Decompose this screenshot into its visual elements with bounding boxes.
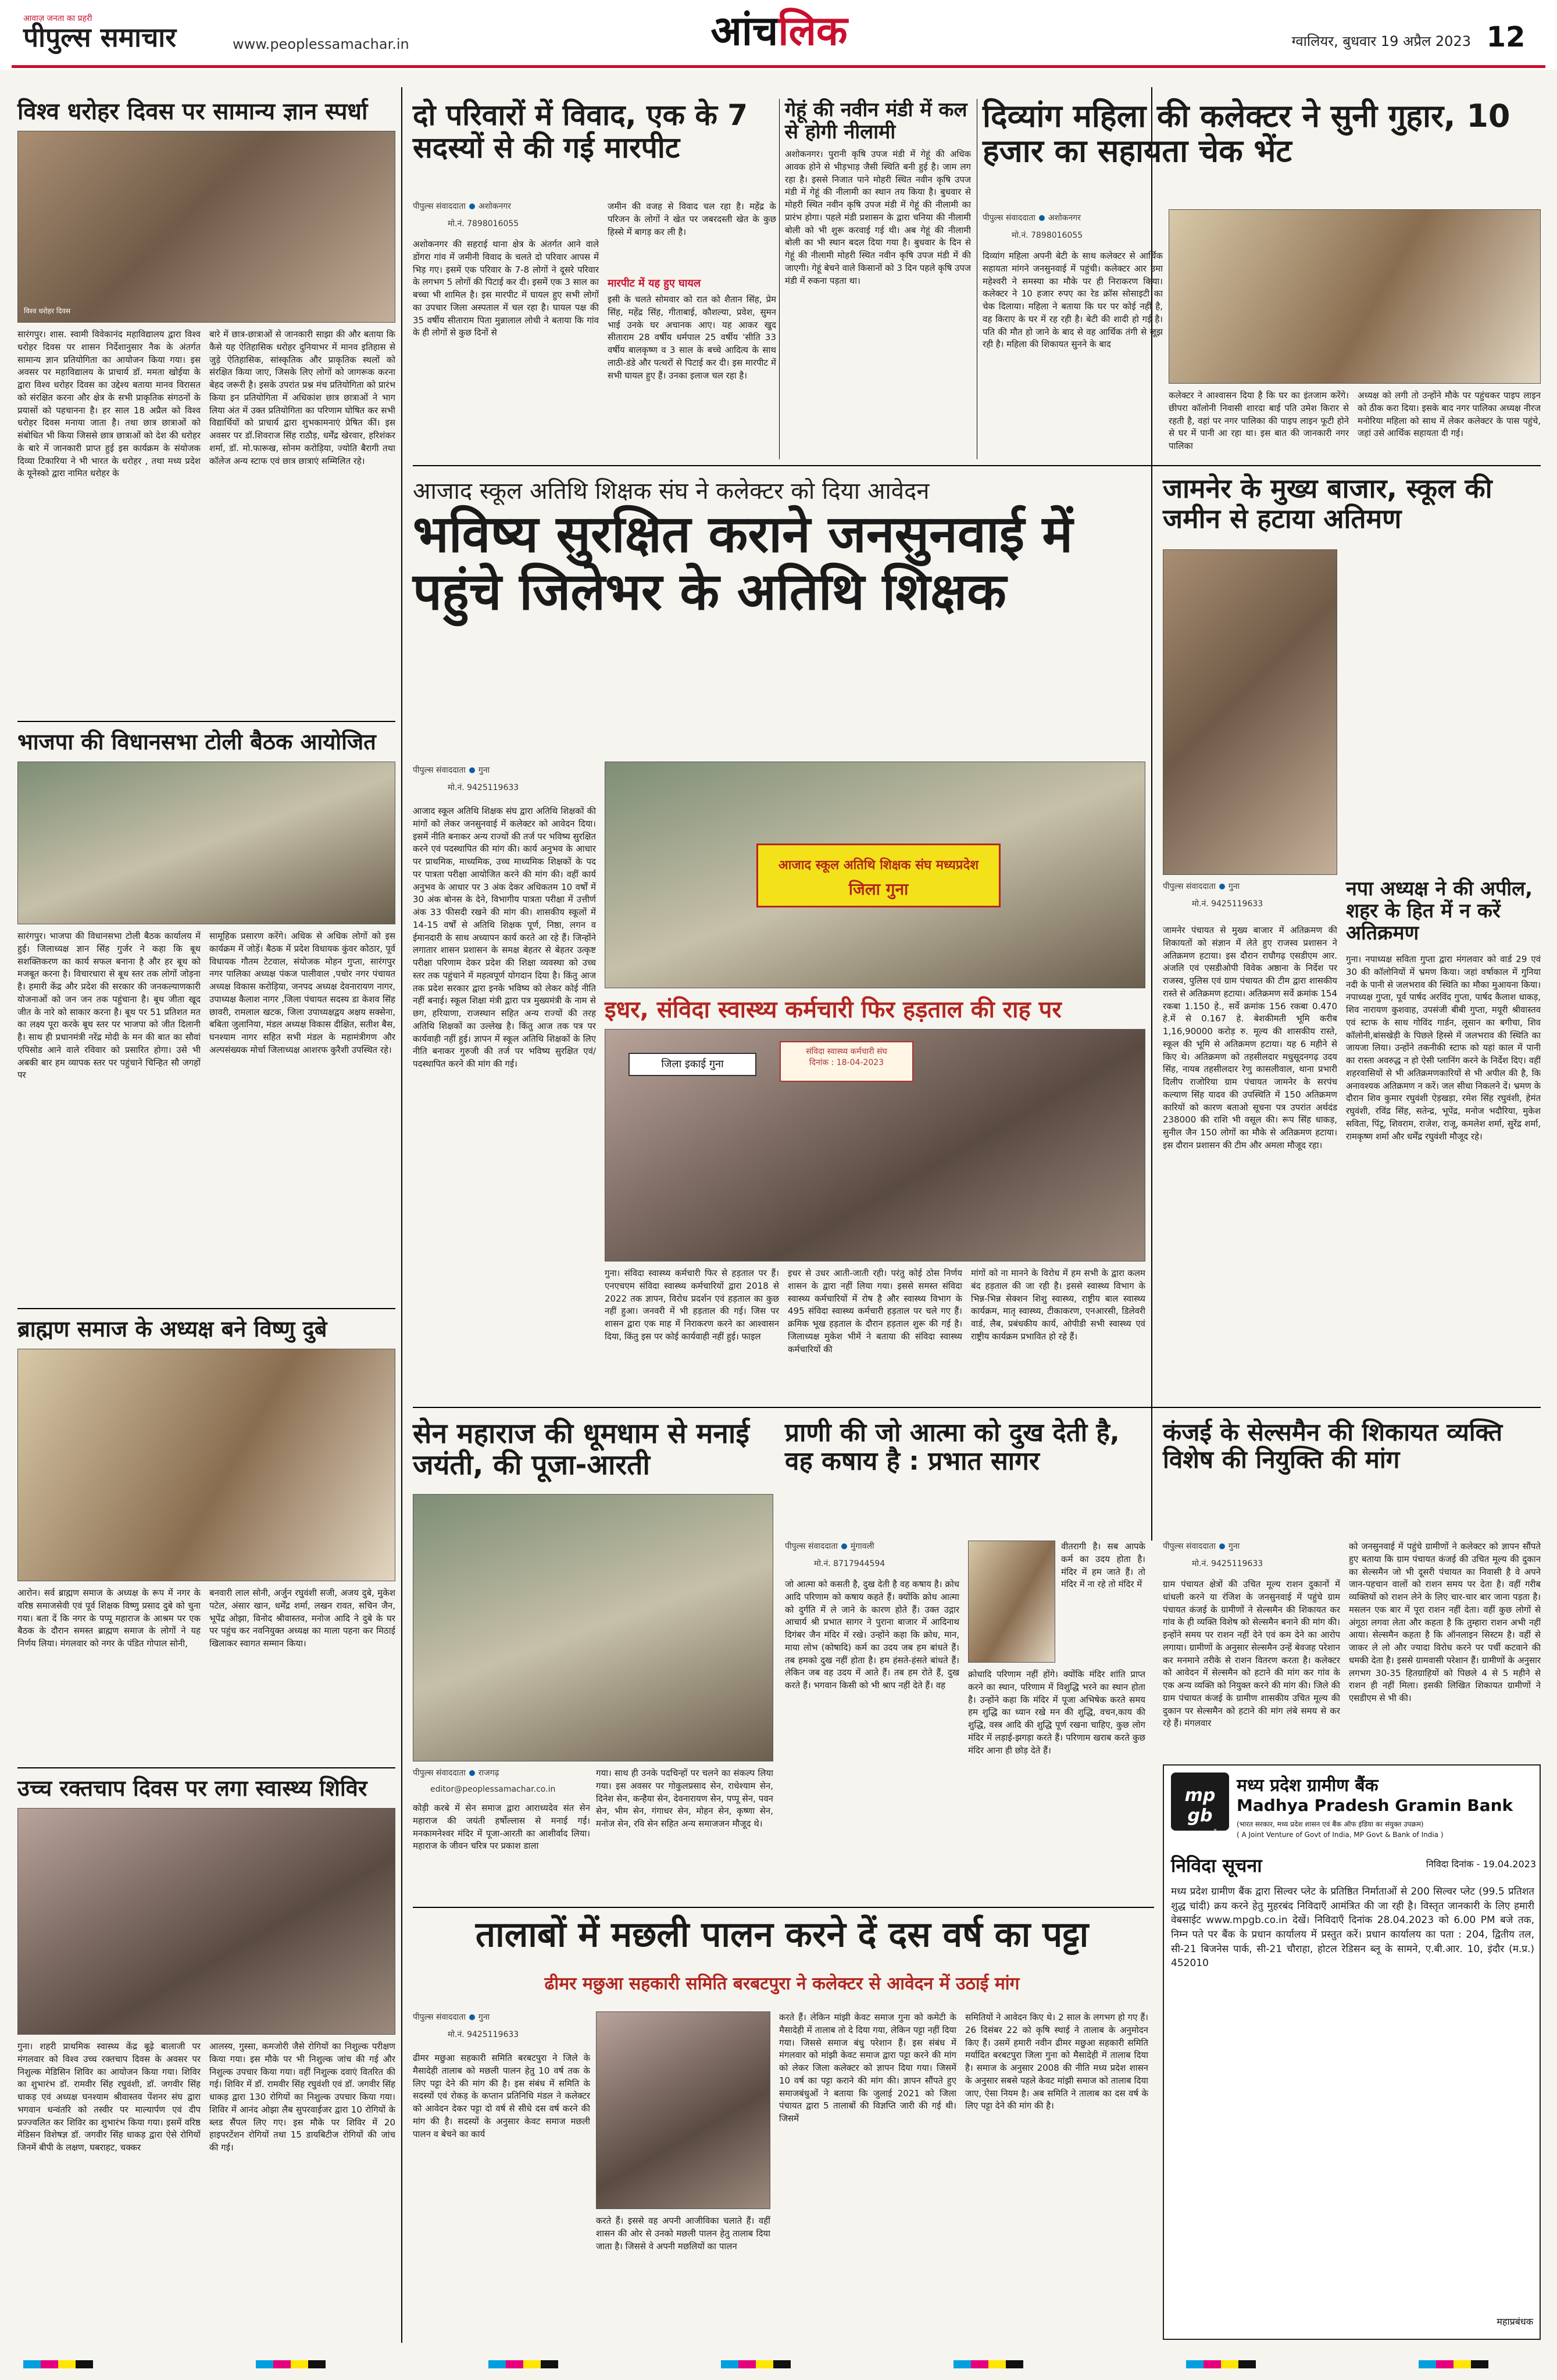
headline-kanjai-salesman: कंजई के सेल्समैन की शिकायत व्यक्ति विशेष की नियुक्ति की मांग [1163, 1418, 1503, 1474]
byline-reporter: पीपुल्स संवाददाता [785, 1542, 838, 1551]
notice-date: निविदा दिनांक - 19.04.2023 [1426, 1859, 1536, 1870]
byline [1163, 1541, 1337, 1552]
location-dot-icon [1039, 215, 1045, 221]
article-prabhat-col2: क्रोधादि परिणाम नहीं होंगे। क्योंकि मंदिर शांति प्राप्त करने का स्थान, परिणाम में विशुद्धि भरने का स्थान होता है। उन्होंने कहा कि मंदिर में पूजा अभिषेक करते समय हम शुद्धि का ध्यान रखे मन की शुद्धि, वचन,काय की शुद्धि, वस्त्र आदि की शुद्धि पूर्ण रखना चाहिए, कुछ लोग मंदिर में लड़ाई-झगड़ा करते हैं। परिणाम खराब करते कुछ मंदिर आना ही छोड़ देते हैं। [968, 1669, 1145, 1756]
kicker-guest-teachers: आजाद स्कूल अतिथि शिक्षक संघ ने कलेक्टर को दिया आवेदन [413, 478, 930, 505]
article-fish-col3: करते हैं। लेकिन मांझी केवट समाज गुना को कमेटी के मैसादेही में तालाब तो दे दिया गया, लेकिन पट्टा नहीं दिया गया। जिससे समाज बंधु परेशान हैं। इस संबंध में मंगलवार को मांझी केवट समाज द्वारा पट्टा करने की मांग को लेकर जिला कलेक्टर को ज्ञापन दिया गया। जिसमें 10 वर्ष का पट्टा कराने की मांग की। ज्ञापन सौंपते हुए समाजबंधुओं ने बताया कि जुलाई 2021 को जिला पंचायत द्वारा 5 तालाबों की विज्ञप्ति जारी की गई थी। जिसमें [779, 2012, 956, 2124]
article-wheat: अशोकनगर। पुरानी कृषि उपज मंडी में गेहूं की अधिक आवक होने से भीड़भाड़ जैसी स्थिति बनी हुई है। जाम लग रहा है। इससे निजात पाने मोहरी स्थित नवीन कृषि उपज मंडी में गेहूं की नीलामी का स्थान तय किया है। बुधवार से मोहरी स्थित नवीन कृषि उपज मंडी में गेहूं की नीलामी का प्रारंभ होगा। पहले मंडी प्रशासन के द्वारा चनिया की नीलामी बोली को भी शुरू करवाई गई थी। अब गेहूं की नीलामी बोली का भी स्थान बदल दिया गया है। बुधवार के दिन से गेहूं की नीलामी मोहरी स्थित नवीन कृषि उपज मंडी में की जाएगी। गेहूं बेचने वाले किसानों को 3 दिन पहले कृषि उपज मंडी में रुकना पड़ता था। [785, 149, 971, 286]
strike-sign [780, 1041, 913, 1082]
photo-encroachment [1163, 549, 1337, 875]
section-title-right: लिक [778, 7, 848, 55]
photo-guest-teachers [605, 762, 1145, 988]
article-heritage-col2: बारे में छात्र-छात्राओं से जानकारी साझा की और बताया कि कैसे यह ऐतिहासिक धरोहर दुनियाभर में मानव इतिहास से जुड़े ऐतिहासिक, सांस्कृतिक और प्राकृतिक स्थलों को संरक्षित किया जाए, जिसके लिए लोगों को जागरूक करना बेहद जरूरी है। इसके उपरांत प्रश्न मंच प्रतियोगिता को प्रारंभ किया इन प्रतियोगिता में अधिकांश छात्र छात्राओं ने भाग लिया अंत में उक्त प्रतियोगिता का परिणाम घोषित कर सभी विद्यार्थियों को प्राचार्य द्वारा शुभकामनाएं प्रेषित कीं। इस अवसर पर डॉ.शिवराज सिंह राठौड़, धर्मेंद्र खेरवार, हरिशंकर शर्मा, डॉ. मो.फारूख, सोनम करोड़िया, ज्योति बैरागी तथा कॉलेज अन्य स्टाफ एवं छात्र छात्राएं सम्मिलित रहे। [209, 329, 395, 466]
notice-body: मध्य प्रदेश ग्रामीण बैंक द्वारा सिल्वर प्लेट के प्रतिष्ठित निर्माताओं से 200 सिल्वर प्लेट (99.5 प्रतिशत शुद्ध चांदी) क्रय करने हेतु मुहरबंद निविदाएँ आमंत्रित की जा रही है। विस्तृत जानकारी के लिए हमारी वेबसाईट www.mpgb.co.in देखें। निविदाएँ दिनांक 28.04.2023 को 6.00 PM बजे तक, निम्न पते पर बैंक के प्रधान कार्यालय में प्रस्तुत करें। प्रधान कार्यालय का पता : 204, द्वितीय तल, सी-21 बिजनेस पार्क, सी-21 चौराहा, होटल रेडिसन ब्लू के सामने, ए.बी.आर. 10, इंदौर (म.प्र.) 452010 [1171, 1886, 1534, 1970]
byline-place: गुना [1228, 1542, 1240, 1551]
strike-sign-text: संविदा स्वास्थ्य कर्मचारी संघ [806, 1047, 887, 1056]
article-health-col1: गुना। शहरी प्राथमिक स्वास्थ्य केंद्र बूढ़े बालाजी पर मंगलवार को विश्व उच्च रक्तचाप दिवस के अवसर पर निशुल्क मेडिसिन शिविर का आयोजन किया गया। शिविर का शुभारंभ डॉ. रामवीर सिंह रघुवंशी, डॉ. जगवीर सिंह धाकड़ एवं अध्यक्ष घनश्याम श्रीवास्तव पेंशनर संघ द्वारा भगवान धन्वंतरि को तस्वीर पर माल्यार्पण एवं दीप प्रज्ज्वलित कर शिविर का शुभारंभ किया गया। इसमें वरिष्ठ मेडिसन विशेषज्ञ डॉ. जगवीर सिंह धाकड़ द्वारा ऐसे रोगियों जिनमें बीपी के लक्षण, घबराहट, चक्कर [17, 2041, 201, 2153]
section-rule [413, 1907, 1154, 1908]
photo-health-camp [17, 1808, 395, 2035]
column-rule [779, 99, 780, 459]
section-rule [17, 721, 395, 722]
photo-prabhat-sagar [968, 1541, 1055, 1663]
page-number: 12 [1486, 21, 1526, 53]
headline-guest-teachers: भविष्य सुरक्षित कराने जनसुनवाई में पहुंचे जिलेभर के अतिथि शिक्षक [413, 504, 1073, 621]
dateline: ग्वालियर, बुधवार 19 अप्रैल 2023 [1291, 33, 1471, 49]
bank-name-english: Madhya Pradesh Gramin Bank [1237, 1796, 1513, 1815]
article-brahmin-col2: बनवारी लाल सोनी, अर्जुन रघुवंशी सजी, अजय दुबे, मुकेश पटेल, अंसार खान, धर्मेंद्र शर्मा, लखन रावत, सचिन जैन, भूपेंद्र ओझा, विनोद श्रीवास्तव, मनोज आदि ने दुबे के घर पर पहुंच कर नवनियुक्त अध्यक्ष का माला पहना कर मिठाई खिलाकर स्वागत सम्मान किया। [209, 1588, 395, 1649]
article-prabhat-col1: जो आत्मा को कसती है, दुख देती है वह कषाय है। क्रोध आदि परिणाम को कषाय कहते हैं। क्योंकि क्रोध आत्मा को दुर्गति में ले जाने के कारण होते हैं। उक्त उद्गार आचार्य श्री प्रभात सागर ने पुराना बाजार में आदिनाथ दिगंबर जैन मंदिर में रखे। उन्होंने कहा कि क्रोध, मान, माया लोभ (कोषादि) कर्म का उदय जब हम बांधते हैं। तब हमको दुख नहीं होता है। हम हंसते-हंसते बांधते हैं। लेकिन जब वह उदय में आते हैं। तब हम रोते हैं, दुख करते हैं। भगवान किसी को भी श्राप नहीं देते हैं। वह [785, 1579, 959, 1691]
article-prabhat-col2top: वीतरागी है। सब आपके कर्म का उदय होता है। मंदिर में हम जाते हैं। तो मंदिर में ना रहे तो मंदिर में [1061, 1541, 1145, 1590]
reporter-mobile: मो.नं. 9425119633 [1192, 1559, 1263, 1568]
location-dot-icon [469, 203, 475, 209]
headline-npa-appeal: नपा अध्यक्ष ने की अपील, शहर के हित में न करें अतिक्रमण [1346, 877, 1533, 945]
article-dispute-col1: अशोकनगर की सहराई थाना क्षेत्र के अंतर्गत आने वाले डोंगरा गांव में जमीनी विवाद के चलते दो परिवार आपस में भिड़ गए। इसमें एक परिवार के 7-8 लोगों ने दूसरे परिवार के लगभग 5 लोगों की पिटाई कर दी। इसमें एक 3 साल का बच्चा भी शामिल है। इस मारपीट में घायल हुए सभी लोगों का उपचार जिला अस्पताल में चल रहा है। घायल पक्ष की 35 वर्षीय सीताराम पिता मुन्नालाल लोधी ने बताया कि गांव के ही लोगों से कुछ दिनों से [413, 239, 599, 338]
byline [413, 764, 599, 776]
photo-bjp-meeting [17, 762, 395, 924]
article-npa-appeal: गुना। नपाध्यक्ष सविता गुप्ता द्वारा मंगलवार को वार्ड 29 एवं 30 की कॉलोनियों में भ्रमण किया। जहां वर्षाकाल में गुनिया नदी के पानी से जलभराव की स्थिति का मौका मुआयना किया। नपाध्यक्ष गुप्ता, पूर्व पार्षद अरविंद गुप्ता, पार्षद कैलाश धाकड़, शिव नारायण कुशवाह, उपसंजी बीबी गुप्ता, मयूरी श्रीवास्तव एवं स्टाफ के साथ गोविंद गार्डन, लूसान का बगीचा, शिव कॉलोनी,बांसखेड़ी के पिछले हिस्से में जलभराव की स्थिति का जायजा लिया। उन्होंने तकनीकी स्टाफ को यहां काल में पानी का रास्ता अवरुद्ध न हो ऐसी प्लानिंग करने के निर्देश दिए। वहीं शहरवासियों से भी अतिक्रमणकारियों से भी अपील की है, कि अनावश्यक अतिक्रमण न करें। जल सीधा निकलने दें। भ्रमण के दौरान शिव कुमार रघुवंशी ऐड़खड़ा, रमेश सिंह रघुवंशी, हेमंत रघुवंशी, रविंद्र सिंह, सतेन्द्र, भूपेंद्र, मनोज भदौरिया, मुकेश सविता, पिंटू, शिवराम, राजेश, राजू, कमलेश शर्मा, सुरेंद्र शर्मा, रामकृष्ण शर्मा और धर्मेंद्र रघुवंशी मौजूद रहे। [1346, 954, 1541, 1142]
byline [413, 2011, 599, 2022]
strike-sign-date: दिनांक : 18-04-2023 [809, 1058, 884, 1067]
headline-divyang-woman: दिव्यांग महिला की कलेक्टर ने सुनी गुहार, 10 हजार का सहायता चेक भेंट [983, 98, 1510, 170]
masthead-rule [12, 65, 1545, 68]
byline [785, 1541, 971, 1552]
photo-fish-farmers [596, 2011, 770, 2209]
byline [983, 212, 1163, 223]
article-sen-col1: कोड़ी करबे में सेन समाज द्वारा आराध्यदेव संत सेन महाराज की जयंती हर्षोल्लास से मनाई गई। मनकामनेश्वर मंदिर में पूजा-आरती का आशीर्वाद लिया। महाराज के जीवन चरित्र पर प्रकाश डाला [413, 1803, 590, 1852]
byline-reporter: पीपुल्स संवाददाता [1163, 882, 1216, 891]
photo-sen-jayanti [413, 1494, 773, 1761]
article-fish-col1: ढीमर मछुआ सहकारी समिति बरबटपुरा ने जिले के मैसादेही तालाब को मछली पालन हेतु 10 वर्ष तक के लिए पट्टा देने की मांग की है। इस संबंध में समिति के सदस्यों एवं रोकड़ के कप्तान प्रतिनिधि मंडल ने कलेक्टर को आवेदन देकर पट्टा दो वर्ष से सीधे दस वर्ष करने की मांग की है। सदस्यों के अनुसार केवट समाज मछली पालन व बेचने का कार्य [413, 2053, 590, 2139]
article-fish-col2: करते हैं। इससे वह अपनी आजीविका चलाते हैं। वहीं शासन की ओर से उनको मछली पालन हेतु तालाब दिया जाता है। जिससे वे अपनी मछलियों का पालन [596, 2215, 770, 2252]
byline [1163, 881, 1337, 892]
reporter-mobile: मो.नं. 7898016055 [448, 219, 519, 228]
article-dispute-col2: जमीन की वजह से विवाद चल रहा है। महेंद्र के परिजन के लोगों ने खेत पर जबरदस्ती खेत के कुछ हिस्से में बागड़ कर ली है। [608, 201, 776, 237]
location-dot-icon [1219, 1543, 1225, 1549]
byline-reporter: पीपुल्स संवाददाता [983, 213, 1035, 223]
subheadline-fish-farming: ढीमर मछुआ सहकारी समिति बरबटपुरा ने कलेक्टर से आवेदन में उठाई मांग [544, 1974, 1020, 1994]
byline-place: गुना [478, 2013, 490, 2022]
byline-reporter: पीपुल्स संवाददाता [1163, 1542, 1216, 1551]
headline-prabhat-sagar: प्राणी की जो आत्मा को दुख देती है, वह कषाय है : प्रभात सागर [785, 1418, 1120, 1477]
byline-place: मुंगावली [850, 1542, 874, 1551]
mpgb-logo [1171, 1773, 1229, 1836]
headline-brahmin-samaj: ब्राह्मण समाज के अध्यक्ष बने विष्णु दुबे [17, 1316, 327, 1342]
subhead-injured: मारपीट में यह हुए घायल [608, 277, 701, 290]
bank-name-hindi: मध्य प्रदेश ग्रामीण बैंक [1237, 1775, 1379, 1796]
article-fish-col4: समितियों ने आवेदन किए थे। 2 साल के लगभग हो गए हैं। 26 दिसंबर 22 को कृषि स्थाई ने तालाब के अनुमोदन किए हैं। उसमें हमारी नवीन ढीमर मछुआ सहकारी समिति मर्यादित बरबटपुरा जिला गुना को मैसादेही में तालाब दिया है। समाज के अनुसार 2008 की नीति मध्य प्रदेश शासन के अनुसार सबसे पहले केवट मांझी समाज को तालाब दिया जाए, ऐसा नियम है। अब समिति ने तालाब का दस वर्ष के लिए पट्टा देने की मांग की है। [965, 2012, 1148, 2111]
banner-line2: जिला गुना [848, 880, 909, 899]
photo-collector-cheque [1169, 209, 1541, 384]
section-rule [17, 1308, 395, 1309]
byline-reporter: पीपुल्स संवाददाता [413, 2013, 466, 2022]
column-rule [401, 87, 402, 2343]
brand-tagline: आवाज़ जनता का प्रहरी [23, 14, 92, 23]
article-brahmin-col1: आरोन। सर्व ब्राह्मण समाज के अध्यक्ष के रूप में नगर के वरिष्ठ समाजसेवी एवं पूर्व शिक्षक विष्णु प्रसाद दुबे को चुना गया। बता दें कि नगर के पप्पू महाराज के आश्रम पर एक बैठक के दौरान समस्त ब्राह्मण समाज के लोगों ने यह निर्णय लिया। मंगलवार को नगर के पंडित गोपाल सोनी, [17, 1588, 201, 1649]
article-strike-col2: इधर से उधर आती-जाती रही। परंतु कोई ठोस निर्णय शासन के द्वारा नहीं लिया गया। इससे समस्त संविदा स्वास्थ्य कर्मचारियों में रोष है और स्वास्थ्य विभाग के 495 संविदा स्वास्थ्य कर्मचारी हड़ताल पर चले गए हैं। क्रमिक भूख हड़ताल के दौरान हड़ताल शुरू की गई है। जिलाध्यक्ष मुकेश भीमें ने बताया की संविदा स्वास्थ्य कर्मचारियों की [788, 1268, 962, 1355]
location-dot-icon [469, 767, 475, 773]
headline-world-heritage-quiz: विश्व धरोहर दिवस पर सामान्य ज्ञान स्पर्धा [17, 98, 368, 125]
article-jamner: जामनेर पंचायत से मुख्य बाजार में अतिक्रमण की शिकायतों को संज्ञान में लेते हुए राजस्व प्रशासन ने अतिक्रमण हटाया। इस दौरान राघौगढ़ एसडीएम आर. अंजलि एवं एसडीओपी विवेक अष्ठाना के निर्देश पर राजस्व, पुलिस एवं ग्राम पंचायत की टीम द्वारा शासकीय रास्ते से अतिक्रमण हटाया। अतिक्रमण सर्वे क्रमांक 154 रकबा 1.150 हे., सर्वे क्रमांक 156 रकबा 0.470 हे.में से 0.167 हे. बेशकीमती भूमि करीब 1,16,90000 करोड़ रु. मूल्य की शासकीय रास्ते, स्कूल की भूमि से अतिक्रमण हटाया। यह 6 महीने से किए थे। अतिक्रमण को तहसीलदार मधुसूदनगढ़ उदय सिंह, नायब तहसीलदार रेणु कासलीवाल, थाना प्रभारी दिलीप राजोरिया ग्राम पंचायत जामनेर के सरपंच कल्याण सिंह यादव की उपस्थिति में 150 अतिक्रमण कारियों को कारण बताओ सूचना पत्र उपरांत अर्थदंड 238000 की राशि भी वसूल की। रूप सिंह धाकड़, सुनील जैन 150 लोगों का मौके से अतिक्रमण हटाया। इस दौरान प्रशासन की टीम और अमला मौजूद रहा। [1163, 925, 1337, 1150]
print-registration-bar [23, 2360, 1534, 2368]
article-strike-col3: मांगों को ना मानने के विरोध में हम सभी के द्वारा कलम बंद हड़ताल की जा रही है। इससे स्वास्थ्य विभाग के भिन्न-भिन्न सेक्शन शिशु स्वास्थ्य, राष्ट्रीय बाल स्वास्थ्य कार्यक्रम, मातृ स्वास्थ्य, टीकाकरण, एनआरसी, डिलेवरी वार्ड, लैब, प्रबंधकीय कार्य, ओपीडी सभी स्वास्थ्य एवं राष्ट्रीय कार्यक्रम प्रभावित हो रहे हैं। [971, 1268, 1145, 1342]
byline-reporter: पीपुल्स संवाददाता [413, 1768, 466, 1778]
brand-name: पीपुल्स समाचार [23, 22, 177, 53]
brand-logo [23, 13, 215, 53]
masthead [0, 0, 1557, 70]
byline-place: राजगढ़ [478, 1768, 499, 1778]
headline-bjp-meeting: भाजपा की विधानसभा टोली बैठक आयोजित [17, 729, 376, 755]
headline-contract-health-strike: इधर, संविदा स्वास्थ्य कर्मचारी फिर हड़ताल की राह पर [605, 996, 1062, 1023]
byline [413, 201, 599, 212]
article-kanjai-col1: ग्राम पंचायत क्षेत्रों की उचित मूल्य राशन दुकानों में धांधली करने या रंजिश के जनसुनवाई में पहुंचे ग्राम पंचायत कंजई के ग्रामीणों ने सेल्समैन की शिकायत कर गांव के ही व्यक्ति विशेष को सेल्समैन बनाने की मांग की। इन्होंने समय पर राशन नहीं देने एवं कम देने का आरोप लगाया। ग्रामीणों के अनुसार सेल्समैन उन्हें बेवजह परेशान कर मनमाने तरीके से राशन वितरण करता है। कलेक्टर को आवेदन में सेल्समैन को हटाने की मांग कर गांव के एक अन्य व्यक्ति को नियुक्त करने की मांग की। जिले की ग्राम पंचायत कंजई के ग्रामीण शासकीय उचित मूल्य की दुकान पर सेल्समैन को हटाने की मांग लंबे समय से कर रहे हैं। मंगलवार [1163, 1579, 1340, 1729]
article-heritage-col1: सारंगपुर। शास. स्वामी विवेकानंद महाविद्यालय द्वारा विश्व धरोहर दिवस पर शासन निर्देशानुसार नैक के अंतर्गत सामान्य ज्ञान प्रतियोगिता का आयोजन किया गया। इस अवसर पर महाविद्यालय के प्राचार्य डॉ. ममता खोईया के द्वारा विश्व धरोहर दिवस का उद्देश्य बताया मानव विरासत को संरक्षित करना और क्षेत्र के सभी प्राकृतिक संगठनों के प्रयासों को पहचानना है। हर साल 18 अप्रैल को विश्व धरोहर दिवस मनाया जाता है। तथा छात्र छात्राओं को संबोधित भी किया जिससे छात्र छात्राओं को देश की धरोहर के बारे में जानकारी प्राप्त हुई इस कार्यक्रम के संयोजक दिव्या टिकारिया ने भी भारत के धरोहर , तथा मध्य प्रदेश के यूनेस्को द्वारा नामित धरोहर के [17, 329, 201, 479]
article-kanjai-col2: को जनसुनवाई में पहुंचे ग्रामीणों ने कलेक्टर को ज्ञापन सौंपते हुए बताया कि ग्राम पंचायत कंजई की उचित मूल्य की दुकान का सेल्समैन जो भी दूसरी पंचायत का निवासी है वे अपने जान-पहचान वालों को राशन समय पर देता है। वहीं गरीब व्यक्तियों को राशन लेने के लिए चार-चार बार जाना पड़ता है। मसलन एक बार में पूरा राशन नहीं देता। वहीं कुछ लोगों से अंगूठा लगवा लेता और कहता है कि तुम्हारा राशन अभी नहीं आया। सेल्समैन कहता है कि ऑनलाइन सिस्टम है। वहीं से जाकर ले लो और ज्यादा विरोध करने पर पर्ची कटवाने की धमकी देता है। इससे ग्रामवासी परेशान हैं। ग्रामीणों के अनुसार लगभग 30-35 हितग्राहियों को पिछले 4 से 5 महीने से राशन ही नहीं मिला। इसकी लिखित शिकायत ग्रामीणों ने एसडीएम से भी की। [1349, 1541, 1541, 1703]
article-divyang-col3: अध्यक्ष को लगी तो उन्होंने मौके पर पहुंचकर पाइप लाइन को ठीक करा दिया। इसके बाद नगर पालिका अध्यक्ष नीरज मनोरिया महिला को साथ में लेकर कलेक्टर के पास पहुंचे, जहां उसे आर्थिक सहायता दी गई। [1358, 390, 1541, 439]
photo-heritage-quiz [17, 131, 395, 323]
editor-email[interactable]: editor@peoplessamachar.co.in [430, 1785, 556, 1794]
article-bjp-col2: सामूहिक प्रसारण करेंगे। अधिक से अधिक लोगों को इस कार्यक्रम में जोड़ें। बैठक में प्रदेश विधायक कुंवर कोठार, पूर्व विधायक गौतम टेटवाल, संयोजक मोहन गुप्ता, सारंगपुर नगर पालिका अध्यक्ष पंकज पालीवाल ,पचोर नगर पंचायत अध्यक्ष विकास करोड़िया, जनपद अध्यक्ष देवनारायण नागर, उपाध्यक्ष कैलाश नागर ,जिला पंचायत सदस्य डा केशव सिंह छावरी, रामलाल खटक, जिला उपाध्यक्षद्वय अक्षय सक्सेना, बबिता जुलानिया, मंडल अध्यक्ष विकास दीक्षित, सतीश बैस, घनश्याम नागर सहित सभी मंडल के महामंत्रीगण और अल्पसंख्यक मोर्चा जिलाध्यक्ष आशरफ कुरैशी उपस्थित रहे। [209, 931, 395, 1055]
mpgb-logo-text: mp gb [1184, 1785, 1216, 1826]
reporter-mobile: मो.नं. 7898016055 [1012, 231, 1083, 240]
section-rule [413, 1407, 1541, 1408]
section-rule [17, 1767, 395, 1768]
section-rule [413, 465, 1541, 466]
byline-place: अशोकनगर [478, 202, 511, 211]
headline-family-dispute: दो परिवारों में विवाद, एक के 7 सदस्यों से की गई मारपीट [413, 98, 748, 165]
byline-place: अशोकनगर [1048, 213, 1081, 223]
notice-signatory: महाप्रबंधक [1497, 2316, 1533, 2327]
photo-watermark: विश्व धरोहर दिवस [24, 307, 71, 315]
article-health-col2: आलस्य, गुस्सा, कमजोरी जैसे रोगियों का निशुल्क परीक्षण किया गया। इस मौके पर भी निशुल्क जांच की गई और निशुल्क उपचार किया गया। वहीं निशुल्क दवाएं वितरित की गई। शिविर में डॉ. रामवीर सिंह रघुवंशी एवं डॉ. जगवीर सिंह धाकड़ द्वारा 130 रोगियों का निशुल्क उपचार किया गया। शिविर में आनंद ओझा लैब सुपरवाईजर द्वारा 10 रोगियों के ब्लड सैंपल लिए गए। इस मौके पर शिविर में 20 हाइपरटेंशन रोगियों तथा 15 डायबिटीज रोगियों की जांच की गई। [209, 2041, 395, 2153]
bank-subtitle-english: ( A Joint Venture of Govt of India, MP Govt & Bank of India ) [1237, 1831, 1444, 1839]
notice-title: निविदा सूचना [1171, 1854, 1262, 1877]
byline-reporter: पीपुल्स संवाददाता [413, 766, 466, 775]
location-dot-icon [469, 1770, 475, 1776]
location-dot-icon [469, 2014, 475, 2020]
reporter-mobile: मो.नं. 9425119633 [448, 2030, 519, 2039]
section-title [651, 7, 907, 63]
bank-subtitle-hindi: (भारत सरकार, मध्य प्रदेश शासन एवं बैंक ऑफ इंडिया का संयुक्त उपक्रम) [1237, 1820, 1424, 1828]
reporter-mobile: मो.नं. 9425119633 [448, 783, 519, 792]
advertisement-mpgb[interactable] [1163, 1764, 1541, 2340]
section-title-left: आंच [710, 7, 779, 55]
photo-health-strike [605, 1029, 1145, 1262]
mpgb-logo-tag: आपका अपना बैंक [1178, 1829, 1222, 1836]
website-url[interactable]: www.peoplessamachar.in [233, 36, 409, 52]
article-bjp-col1: सारंगपुर। भाजपा की विधानसभा टोली बैठक कार्यालय में हुई। जिलाध्यक्ष ज्ञान सिंह गुर्जर ने कहा कि बूथ सशक्तिकरण का कार्य सफल बनाना है और हर बूथ को मजबूत करना है। विचारधारा से बूथ स्तर तक लोगों जोड़ना है। हमारी केंद्र और प्रदेश की सरकार की जनकल्याणकारी योजनाओं को जन जन तक पहुंचाना है। बूथ जीता खूद जीत के नारे को साकार करना है। बूथ पर 51 प्रतिशत मत का लक्ष्य पूरा करके बूथ स्तर पर भाजपा को जीत दिलानी है। साथ ही प्रधानमंत्री नरेंद्र मोदी के मन की बात का सौवां एपिसोड आने वाले रविवार को प्रसारित होगा। उसे भी अबकी बार हम व्यापक स्तर पर पहुंचाने चिन्हित सौ जगहों पर [17, 931, 201, 1081]
headline-jamner-encroachment: जामनेर के मुख्य बाजार, स्कूल की जमीन से हटाया अतिमण [1163, 473, 1492, 534]
reporter-mobile: मो.नं. 9425119633 [1192, 899, 1263, 909]
article-strike-col1: गुना। संविदा स्वास्थ्य कर्मचारी फिर से हड़ताल पर हैं। एनएचएम संविदा स्वास्थ्य कर्मचारियों द्वारा 2018 से 2022 तक ज्ञापन, विरोध प्रदर्शन एवं हड़ताल का कुछ नहीं हुआ। जनवरी में भी हड़ताल की गई। जिस पर शासन द्वारा एक माह में निराकरण करने का आश्वासन दिया, किंतु इस पर कोई कार्यवाही नहीं हुई। फाइल [605, 1268, 779, 1342]
headline-bp-health-camp: उच्च रक्तचाप दिवस पर लगा स्वास्थ्य शिविर [17, 1775, 367, 1801]
article-divyang-col2: कलेक्टर ने आश्वासन दिया है कि घर का इंतजाम करेंगे। छीपरा कॉलोनी निवासी शारदा बाई पति उमेश किरार से रहती है, वहां पर नगर पालिका की पाइप लाइन फूटी होने से घर में पानी आ रहा था। इस बात की जानकारी नगर पालिका [1169, 390, 1349, 451]
byline-reporter: पीपुल्स संवाददाता [413, 202, 466, 211]
article-sen-col2: गया। साथ ही उनके पदचिन्हों पर चलने का संकल्प लिया गया। इस अवसर पर गोकुलप्रसाद सेन, राधेश्याम सेन, दिनेश सेन, कन्हैया सेन, देवनारायण सेन, पप्पू सेन, पवन सेन, भीम सेन, गंगाधर सेन, मोहन सेन, कृष्णा सेन, मनोज सेन, रवि सेन सहित अन्य समाजजन मौजूद थे। [596, 1768, 773, 1829]
headline-wheat-auction: गेहूं की नवीन मंडी में कल से होगी नीलामी [785, 98, 967, 144]
article-guest-teachers: आजाद स्कूल अतिथि शिक्षक संघ द्वारा अतिथि शिक्षकों की मांगों को लेकर जनसुनवाई में कलेक्टर को आवेदन दिया। इसमें नीति बनाकर अन्य राज्यों की तर्ज पर भविष्य सुरक्षित करने एवं पदस्थापित की मांग की। कार्य अनुभव के आधार पर प्राथमिक, माध्यमिक, उच्च माध्यमिक शिक्षकों के पद पर पात्रता परीक्षा आयोजित करने की मांग की। वहीं कार्य अनुभव के आधार पर 3 अंक देकर अधिकतम 10 वर्षों में 30 अंक बोनस के देने, विभागीय पात्रता परीक्षा में उत्तीर्ण अंक 33 फीसदी रखने की मांग की। शासकीय स्कूलों में 14-15 वर्षों से अतिथि शिक्षक पूर्ण, निष्ठा, लगन व ईमानदारी के साथ अध्यापन कार्य करते आ रहे हैं। जिन्होंने लगातार शासन प्रशासन के समक्ष बेहतर से बेहतर उत्कृष्ट परीक्षा परिणाम देकर प्रदेश की शिक्षा व्यवस्था को उच्च स्तर तक पहुंचाने में महत्वपूर्ण योगदान दिया है। किंतु आज तक प्रदेश सरकार द्वारा इनके भविष्य को लेकर कोई नीति नहीं बनाई। स्कूल शिक्षा मंत्री द्वारा पत्र मुख्यमंत्री के नाम से छग, हरियाणा, राजस्थान सहित अन्य राज्यों की तरह अतिथि शिक्षकों का उल्लेख है। किंतु आज तक पत्र पर कार्यवाही नहीं हुई। ज्ञापन में स्कूल अतिथि शिक्षकों के लिए नीति बनाकर गुरुजी की तर्ज पर भविष्य सुरक्षित एवं/ पदस्थापित करने की मांग की गई। [413, 806, 596, 1069]
byline [413, 1767, 599, 1778]
byline-place: गुना [478, 766, 490, 775]
banner-line1: आजाद स्कूल अतिथि शिक्षक संघ मध्यप्रदेश [778, 858, 979, 873]
headline-fish-farming: तालाबों में मछली पालन करने दें दस वर्ष का पट्टा [475, 1914, 1089, 1955]
location-dot-icon [841, 1543, 847, 1549]
photo-brahmin-samaj [17, 1349, 395, 1581]
article-dispute-col2b: इसी के चलते सोमवार को रात को शैतान सिंह, प्रेम सिंह, महेंद्र सिंह, गीताबाई, कौशल्या, प्रवेश, सुमन भाई उनके घर अचानक आए। यह आकर खुद सीताराम 28 वर्षीय धर्मपाल 25 वर्षीय 'सीति 33 वर्षीय बालकृष्ण व 3 साल के बच्चे आदित्य के साथ लाठी-डंडे और पत्थरों से पिटाई कर दी। इस मारपीट में सभी घायल हुए हैं। उनका इलाज चल रहा है। [608, 294, 776, 381]
location-dot-icon [1219, 884, 1225, 889]
strike-sign-place: जिला इकाई गुना [628, 1053, 756, 1076]
reporter-mobile: मो.नं. 8717944594 [814, 1559, 885, 1568]
banner-teachers-union [756, 844, 1001, 907]
headline-sen-maharaj: सेन महाराज की धूमधाम से मनाई जयंती, की पूजा-आरती [413, 1417, 749, 1481]
byline-place: गुना [1228, 882, 1240, 891]
article-divyang-col1: दिव्यांग महिला अपनी बेटी के साथ कलेक्टर से आर्थिक सहायता मांगने जनसुनवाई में पहुंची। कलेक्टर आर उमा महेश्वरी ने समस्या का मौके पर ही निराकरण किया। कलेक्टर ने 10 हजार रुपए का रेड क्रॉस सोसाइटी का चेक दिलाया। महिला ने बताया कि घर पर कोई नहीं है, वह किराए के घर में रह रही है। बेटी की शादी हो गई है। पति की मौत हो जाने के बाद से वह आर्थिक तंगी से जूझ रही है। महिला की शिकायत सुनने के बाद [983, 251, 1163, 350]
